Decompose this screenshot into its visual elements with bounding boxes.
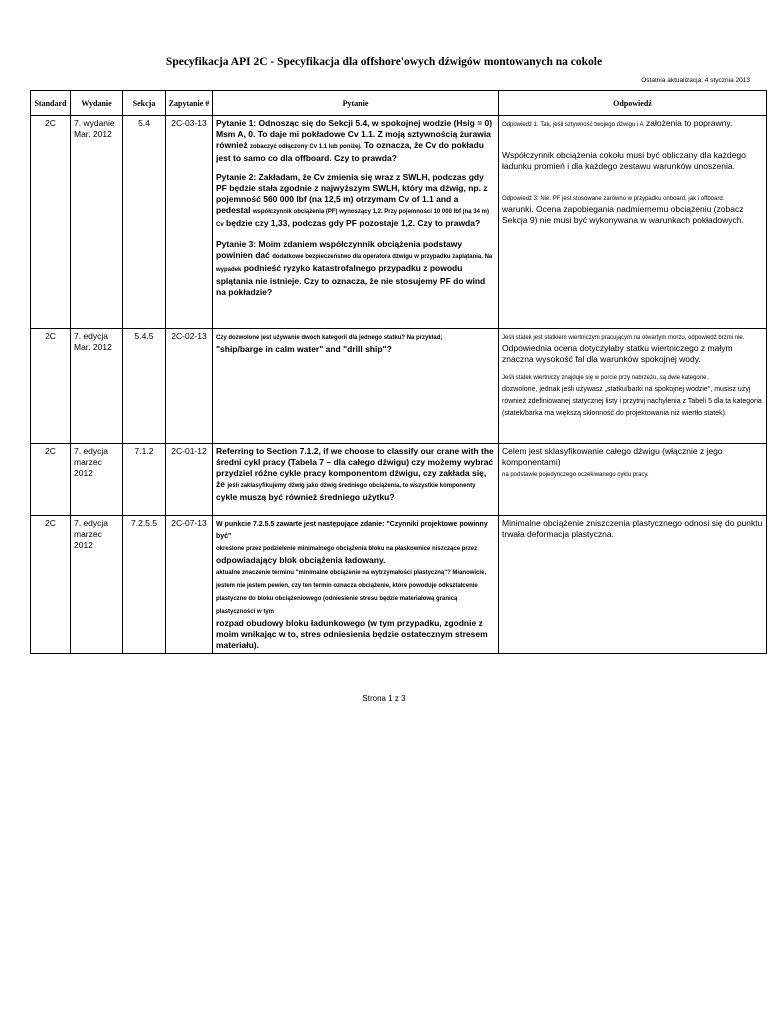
question-1-text-b: zobaczyć odłączony Cv 1.1 lub poniżej. (250, 144, 362, 150)
header-inquiry: Zapytanie # (166, 91, 213, 116)
document-title: Specyfikacja API 2C - Specyfikacja dla offshore'owych dźwigów montowanych na cokole (165, 56, 603, 68)
answer-text-c: Jeśli statek wiertniczy znajduje się w porcie przy nabrzeżu, są dwie kategorie. (502, 375, 709, 381)
answer-3 (502, 192, 763, 226)
cell-edition: 7. edycja marzec 2012 (71, 516, 123, 654)
specification-table (30, 90, 767, 654)
question-text-d: aktualne znaczenie terminu "minimalne obciążenie na wytrzymałości plastyczną"? Mianowicie, jestem nie jestem pewien, czy ten termin oznacza obciążenie, które powoduje odkształcenie plastyczne do bloku obciążeniowego (odniesienie stresu będzie materiałową granicą plastyczności w tym (216, 570, 487, 615)
table-header-row (31, 91, 767, 116)
last-updated-note: Ostatnia aktualizacja: 4 stycznia 2013 (641, 77, 750, 84)
answer-3-text-b: warunki. Ocena zapobiegania nadmiernemu obciążeniu (zobacz Sekcja 9) nie musi być wykonywana w warunkach pokładowych. (502, 204, 744, 225)
answer-1-text-b: założenia to poprawny. (646, 118, 733, 128)
question-3 (216, 239, 495, 298)
page-number: Strona 1 z 3 (362, 694, 406, 703)
answer-text-b: na podstawie pojedynczego oczekiwanego cyklu pracy. (502, 472, 649, 478)
table-row (31, 116, 767, 329)
answer-3-text-a: Odpowiedź 3: Nie. PF jest stosowane zarówno w przypadku onboard, jak i offboard. (502, 196, 725, 202)
cell-answer (499, 444, 767, 516)
question-text-b: określone przez podzielenie minimalnego obciążenia bloku na płaskownice niszczące przez (216, 546, 478, 552)
question-2-text-b: współczynnik obciążenia (PF) wynoszący 1,2. Przy pojemności 10 000 lbf (na 34 m) Cv (216, 209, 489, 228)
question-1 (216, 118, 495, 164)
cell-answer (499, 329, 767, 444)
cell-inquiry: 2C-01-12 (166, 444, 213, 516)
table-row (31, 444, 767, 516)
cell-question (213, 329, 499, 444)
cell-section: 5.4 (123, 116, 166, 329)
question-text-b: "ship/barge in calm water" and "drill ship"? (216, 344, 392, 354)
cell-section: 5.4.5 (123, 329, 166, 444)
cell-section: 7.2.5.5 (123, 516, 166, 654)
answer-1-text-a: Odpowiedź 1: Tak, jeśli sztywność twojego dźwigu i A (502, 122, 644, 128)
answer-text-a: Jeśli statek jest statkiem wiertniczym pracującym na otwartym morzu, odpowiedź brzmi nie. (502, 335, 745, 341)
question-text-c: odpowiadający blok obciążenia ładowany. (216, 555, 386, 565)
question-2-text-a: Pytanie 2: Zakładam, że Cv zmienia się wraz z SWLH, podczas gdy PF będzie stała zgodnie z najwyższym SWLH, który ma dźwig, np. z pojemność 560 000 lbf (na 12,5 m) otrzymam Cv of 1.1 and a pedestal (216, 172, 488, 215)
answer-2: Współczynnik obciążenia cokołu musi być obliczany dla każdego ładunku promień i dla każdego zestawu warunków unoszenia. (502, 150, 746, 171)
answer-part-2 (502, 371, 763, 419)
cell-inquiry: 2C-03-13 (166, 116, 213, 329)
table-row (31, 516, 767, 654)
cell-edition: 7. edycja marzec 2012 (71, 444, 123, 516)
cell-standard: 2C (31, 444, 71, 516)
cell-inquiry: 2C-07-13 (166, 516, 213, 654)
header-answer: Odpowiedź (499, 91, 767, 116)
header-section: Sekcja (123, 91, 166, 116)
question-2-text-c: będzie czy 1,33, podczas gdy PF pozostaje 1,2. Czy to prawda? (226, 218, 481, 228)
question-text-a: Referring to Section 7.1.2, if we choose to classify our crane with the średni cykl pracy (Tabela 7 – dla całego dźwigu) czy możemy wybrać przydziel różne cykle pracy komponentom dźwigu, czy zakłada się, że (216, 446, 494, 489)
cell-question (213, 444, 499, 516)
cell-edition: 7. wydanie Mar. 2012 (71, 116, 123, 329)
cell-standard: 2C (31, 329, 71, 444)
cell-standard: 2C (31, 116, 71, 329)
header-edition: Wydanie (71, 91, 123, 116)
cell-edition: 7. edycja Mar. 2012 (71, 329, 123, 444)
cell-inquiry: 2C-02-13 (166, 329, 213, 444)
answer-1 (502, 118, 763, 130)
answer-text-d: dozwolone, jednak jeśli używasz „statku/barki na spokojnej wodzie", musisz użyj również zdefiniowanej statycznej listy i przytnij nachylenia z Tabeli 5 dla ta kategoria (statek/barka ma większą skłonność do projektowania niż wiertło statek). (502, 386, 762, 417)
question-text-a: Czy dozwolone jest używanie dwóch kategorii dla jednego statku? Na przykład; (216, 335, 443, 341)
table-row (31, 329, 767, 444)
header-standard: Standard (31, 91, 71, 116)
answer-part-1 (502, 331, 763, 365)
cell-question (213, 116, 499, 329)
question-1-text-a: Pytanie 1: Odnosząc się do Sekcji 5.4, w spokojnej wodzie (Hsig = 0) Msm A, 0. To daje mi pokładowe Cv 1.1. Z moją sztywnością żurawia również (216, 118, 493, 150)
cell-section: 7.1.2 (123, 444, 166, 516)
cell-standard: 2C (31, 516, 71, 654)
question-3-text-c: podnieść ryzyko katastrofalnego przypadku z powodu splątania nie istnieje. Czy to oznacza, że nie stosujemy PF do wind na pokładzie? (216, 263, 486, 297)
question-2 (216, 172, 495, 231)
question-text-c: cykle muszą być również średniego użytku? (216, 492, 395, 502)
cell-question (213, 516, 499, 654)
answer-text-a: Celem jest sklasyfikowanie całego dźwigu (włącznie z jego komponentami) (502, 446, 723, 467)
question-3-text-a: Pytanie 3: Moim zdaniem współczynnik obciążenia podstawy powinien dać (216, 239, 463, 260)
cell-answer: Minimalne obciążenie zniszczenia plastycznego odnosi się do punktu trwała deformacja plastyczna. (499, 516, 767, 654)
question-text-e: rozpad obudowy bloku ładunkowego (w tym przypadku, zgodnie z moim wnikając w to, stres odniesienia będzie ostatecznym stresem materiału). (216, 618, 488, 650)
header-question: Pytanie (213, 91, 499, 116)
question-3-text-b: dodatkowe bezpieczeństwo dla operatora dźwigu w przypadku zaplątania. Na wypadek (216, 254, 493, 273)
answer-text-b: Odpowiednia ocena dotyczyłaby statku wiertniczego z małym znaczna wysokość fal dla warunków spokojnej wody. (502, 343, 733, 364)
question-text-b: jeśli zaklasyfikujemy dźwig jako dźwig średniego obciążenia, to wszystkie komponenty (227, 483, 476, 489)
cell-answer (499, 116, 767, 329)
question-1-text-c: To oznacza, że Cv do pokładu jest to samo co dla offboard. Czy to prawda? (216, 140, 484, 163)
question-text-a: W punkcie 7.2.5.5 zawarte jest następujące zdanie: "Czynniki projektowe powinny być" (216, 521, 488, 540)
